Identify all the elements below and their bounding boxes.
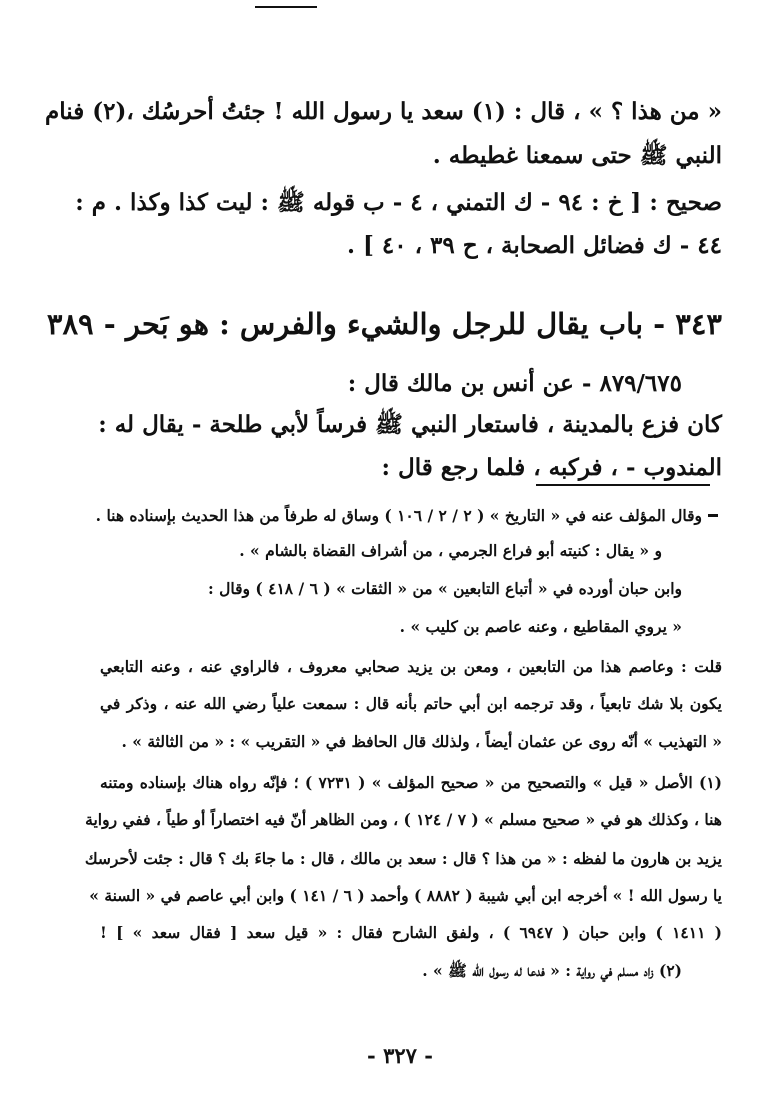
footnote-line: وقال المؤلف عنه في « التاريخ » ( ٢ / ٢ / ١٠٦ ) وساق له طرفاً من هذا الحديث بإسناده هنا . bbox=[95, 506, 702, 525]
footnote-line: قلت : وعاصم هذا من التابعين ، ومعن بن يزيد صحابي معروف ، فالراوي عنه ، وعنه التابعي bbox=[100, 657, 722, 676]
footnote-line: « يروي المقاطيع ، وعنه عاصم بن كليب » . bbox=[399, 617, 682, 636]
page-number: - ٣٢٧ - bbox=[367, 1043, 433, 1068]
footnote-line: يا رسول الله ! » أخرجه ابن أبي شيبة ( ٨٨٨٢ ) وأحمد ( ٦ / ١٤١ ) وابن أبي عاصم في « السنة » bbox=[89, 886, 722, 905]
chapter-heading: ٣٤٣ - باب يقال للرجل والشيء والفرس : هو بَحر - ٣٨٩ bbox=[46, 307, 722, 341]
top-rule bbox=[255, 6, 317, 8]
hadith-number-line: ٨٧٩/٦٧٥ - عن أنس بن مالك قال : bbox=[347, 370, 682, 397]
footnote-line: يكون بلا شك تابعياً ، وقد ترجمه ابن أبي حاتم بأنه قال : سمعت علياً رضي الله عنه ، وذكر في bbox=[100, 694, 722, 713]
hadith-text-line: كان فزع بالمدينة ، فاستعار النبي ﷺ فرساً لأبي طلحة - يقال له : bbox=[98, 411, 722, 438]
main-text-line: « من هذا ؟ » ، قال : (١) سعد يا رسول الله ! جئتُ أحرسُك ،(٢) فنام bbox=[45, 98, 722, 125]
footnote-line: وابن حبان أورده في « أتباع التابعين » من « الثقات » ( ٦ / ٤١٨ ) وقال : bbox=[208, 579, 682, 598]
takhrij-line: صحيح : [ خ : ٩٤ - ك التمني ، ٤ - ب قوله ﷺ : ليت كذا وكذا . م : bbox=[75, 189, 722, 216]
footnote-line: هنا ، وكذلك هو في « صحيح مسلم » ( ٧ / ١٢٤ ) ، ومن الظاهر أنّ فيه اختصاراً أو طياً ، ففي رواية bbox=[85, 810, 722, 829]
takhrij-line: ٤٤ - ك فضائل الصحابة ، ح ٣٩ ، ٤٠ ] . bbox=[346, 232, 722, 259]
footnote-line: و « يقال : كنيته أبو فراع الجرمي ، من أشراف القضاة بالشام » . bbox=[239, 541, 662, 560]
footnote-line: « التهذيب » أنّه روى عن عثمان أيضاً ، ولذلك قال الحافظ في « التقريب » : « من الثالثة » . bbox=[121, 732, 722, 751]
hadith-text-line: المندوب - ، فركبه ، فلما رجع قال : bbox=[381, 454, 722, 481]
footnote-line: (١) الأصل « قيل » والتصحيح من « صحيح المؤلف » ( ٧٢٣١ ) ؛ فإنّه رواه هناك بإسناده ومتنه bbox=[100, 773, 722, 792]
main-text-line: النبي ﷺ حتى سمعنا غطيطه . bbox=[432, 142, 722, 169]
footnote-separator bbox=[536, 484, 710, 486]
footnote-line: (٢) زاد مسلم في رواية : « فدعا له رسول الله ﷺ » . bbox=[422, 961, 682, 980]
footnote-dash bbox=[708, 514, 718, 517]
footnote-line: ( ١٤١١ ) وابن حبان ( ٦٩٤٧ ) ، ولفق الشارح فقال : « قيل سعد [ فقال سعد » ] ! bbox=[100, 923, 723, 942]
footnote-line: يزيد بن هارون ما لفظه : « من هذا ؟ قال : سعد بن مالك ، قال : ما جاءَ بك ؟ قال : جئت لأحرسك bbox=[84, 849, 722, 868]
